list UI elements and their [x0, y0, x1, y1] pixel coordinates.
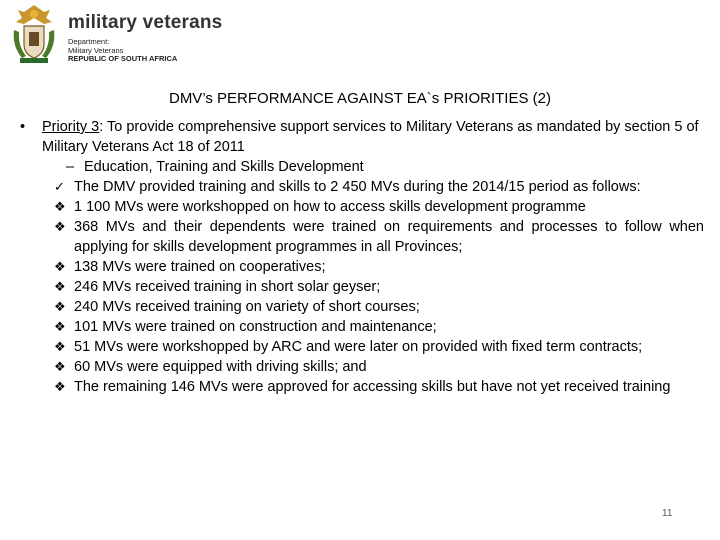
list-item-text: 60 MVs were equipped with driving skills; and: [74, 359, 367, 375]
list-item: [20, 277, 704, 297]
slide-content: [20, 117, 704, 397]
list-item-text: The remaining 146 MVs were approved for accessing skills but have not yet received training: [74, 379, 671, 395]
diamond-bullet-icon: ❖: [54, 259, 66, 274]
diamond-bullet-icon: ❖: [54, 359, 66, 374]
brand-title: military veterans: [68, 12, 223, 33]
brand-sub-country: REPUBLIC OF SOUTH AFRICA: [68, 54, 178, 63]
sub-heading-text: Education, Training and Skills Development: [84, 159, 364, 175]
diamond-bullet-icon: ❖: [54, 339, 66, 354]
list-item-text: 240 MVs received training on variety of short courses;: [74, 299, 420, 315]
list-item: [20, 337, 704, 357]
sub-heading: [20, 157, 704, 177]
list-item-text: 1 100 MVs were workshopped on how to access skills development programme: [74, 199, 586, 215]
list-item: [20, 377, 704, 397]
check-item-text: The DMV provided training and skills to 2 450 MVs during the 2014/15 period as follows:: [74, 179, 641, 195]
list-item: [20, 217, 704, 257]
brand-subtitle: [68, 38, 177, 64]
diamond-bullet-icon: ❖: [54, 319, 66, 334]
brand-sub-name: Military Veterans: [68, 45, 124, 55]
priority-item: [20, 117, 704, 157]
check-item: [20, 177, 704, 197]
priority-label: Priority 3: [42, 119, 100, 135]
dash-marker: –: [66, 159, 75, 175]
coat-of-arms-icon: [6, 2, 62, 66]
list-item: [20, 197, 704, 217]
list-item: [20, 357, 704, 377]
header: [6, 2, 266, 68]
brand-sub-department: Department:: [68, 37, 110, 46]
diamond-bullet-icon: ❖: [54, 279, 66, 294]
slide-title: DMV’s PERFORMANCE AGAINST EA`s PRIORITIES (2): [168, 90, 551, 107]
list-item-text: 51 MVs were workshopped by ARC and were later on provided with fixed term contracts;: [74, 339, 643, 355]
list-item-text: 246 MVs received training in short solar geyser;: [74, 279, 381, 295]
list-item-text: 138 MVs were trained on cooperatives;: [74, 259, 326, 275]
diamond-bullet-icon: ❖: [54, 379, 66, 394]
list-item: [20, 317, 704, 337]
list-item: [20, 297, 704, 317]
check-icon: ✓: [54, 179, 65, 194]
page-number: 11: [662, 508, 673, 519]
list-item-text: 101 MVs were trained on construction and maintenance;: [74, 319, 437, 335]
diamond-bullet-icon: ❖: [54, 299, 66, 314]
priority-text: : To provide comprehensive support services to Military Veterans as mandated by section 5 of Military Veterans Act 18 of 2011: [42, 119, 699, 155]
diamond-bullet-icon: ❖: [54, 199, 66, 214]
diamond-bullet-icon: ❖: [54, 219, 66, 234]
list-item: [20, 257, 704, 277]
bullet-marker: •: [20, 119, 26, 135]
list-item-text: 368 MVs and their dependents were trained on requirements and processes to follow when applying for skills development programmes in all Provinces;: [74, 219, 704, 255]
